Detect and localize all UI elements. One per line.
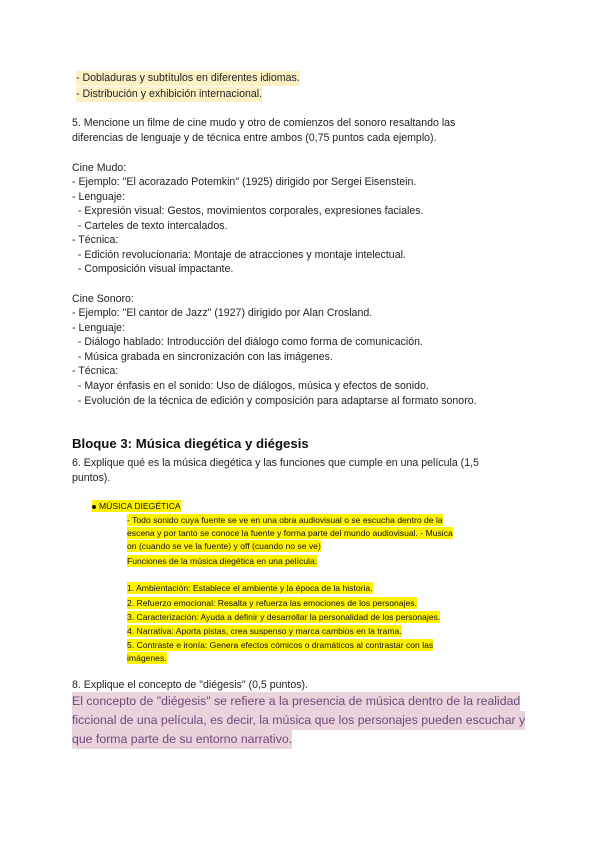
answer-line: El concepto de "diégesis" se refiere a la presencia de música dentro de la realidad [72,692,520,711]
answer-line: ficcional de una película, es decir, la música que los personajes pueden escuchar y [72,711,525,730]
mudo-line: - Lenguaje: [72,191,126,203]
sonoro-line: - Técnica: [72,365,119,377]
question-6-line: puntos). [72,472,111,484]
list-item: - Dobladuras y subtítulos en diferentes idiomas. [76,72,300,84]
function-item: 4. Narrativa: Aporta pistas, crea suspenso y marca cambios en la trama. [127,626,402,636]
diegetica-def-line: on (cuando se ve la fuente) y off (cuando no se ve) [127,541,321,551]
sonoro-line: Cine Sonoro: [72,293,134,305]
sonoro-line: - Música grabada en sincronización con las imágenes. [72,351,333,363]
diegetica-bullet [92,500,181,512]
answer-line: que forma parte de su entorno narrativo. [72,730,292,749]
bullet-icon [92,505,96,509]
sonoro-line: - Evolución de la técnica de edición y composición para adaptarse al formato sonoro. [72,395,477,407]
mudo-line: - Composición visual impactante. [72,263,234,275]
question-5-line: 5. Mencione un filme de cine mudo y otro de comienzos del sonoro resaltando las [72,117,456,129]
diegetica-def-line: - Todo sonido cuya fuente se ve en una obra audiovisual o se escucha dentro de la [127,515,443,525]
list-item: - Distribución y exhibición internacional. [76,88,263,100]
question-6-line: 6. Explique qué es la música diegética y las funciones que cumple en una película (1,5 [72,457,479,469]
function-item: 2. Refuerzo emocional: Resalta y refuerza las emociones de los personajes. [127,598,417,608]
function-item: 1. Ambientación: Establece el ambiente y la época de la historia. [127,583,373,593]
mudo-line: - Carteles de texto intercalados. [72,220,228,232]
question-5-line: diferencias de lenguaje y de técnica entre ambos (0,75 puntos cada ejemplo). [72,132,437,144]
mudo-line: - Expresión visual: Gestos, movimientos corporales, expresiones faciales. [72,205,424,217]
mudo-line: - Ejemplo: "El acorazado Potemkin" (1925) dirigido por Sergei Eisenstein. [72,176,417,188]
mudo-line: Cine Mudo: [72,162,127,174]
functions-title: Funciones de la música diegética en una película: [127,556,318,566]
function-item: 5. Contraste e ironía: Genera efectos cómicos o dramáticos al contrastar con las [127,640,434,650]
sonoro-line: - Diálogo hablado: Introducción del diálogo como forma de comunicación. [72,336,423,348]
diegetica-bullet-label: MÚSICA DIEGÉTICA [99,501,181,511]
mudo-line: - Técnica: [72,234,119,246]
sonoro-line: - Lenguaje: [72,322,126,334]
sonoro-line: - Mayor énfasis en el sonido: Uso de diálogos, música y efectos de sonido. [72,380,429,392]
question-8: 8. Explique el concepto de "diégesis" (0,5 puntos). [72,679,309,691]
section-heading: Bloque 3: Música diegética y diégesis [72,436,309,451]
sonoro-line: - Ejemplo: "El cantor de Jazz" (1927) dirigido por Alan Crosland. [72,307,373,319]
function-item: imágenes. [127,653,167,663]
diegetica-def-line: escena y por tanto se conoce la fuente y forma parte del mundo audiovisual. - Musica [127,528,453,538]
mudo-line: - Edición revolucionaria: Montaje de atracciones y montaje intelectual. [72,249,406,261]
function-item: 3. Caracterización: Ayuda a definir y desarrollar la personalidad de los personajes. [127,612,441,622]
